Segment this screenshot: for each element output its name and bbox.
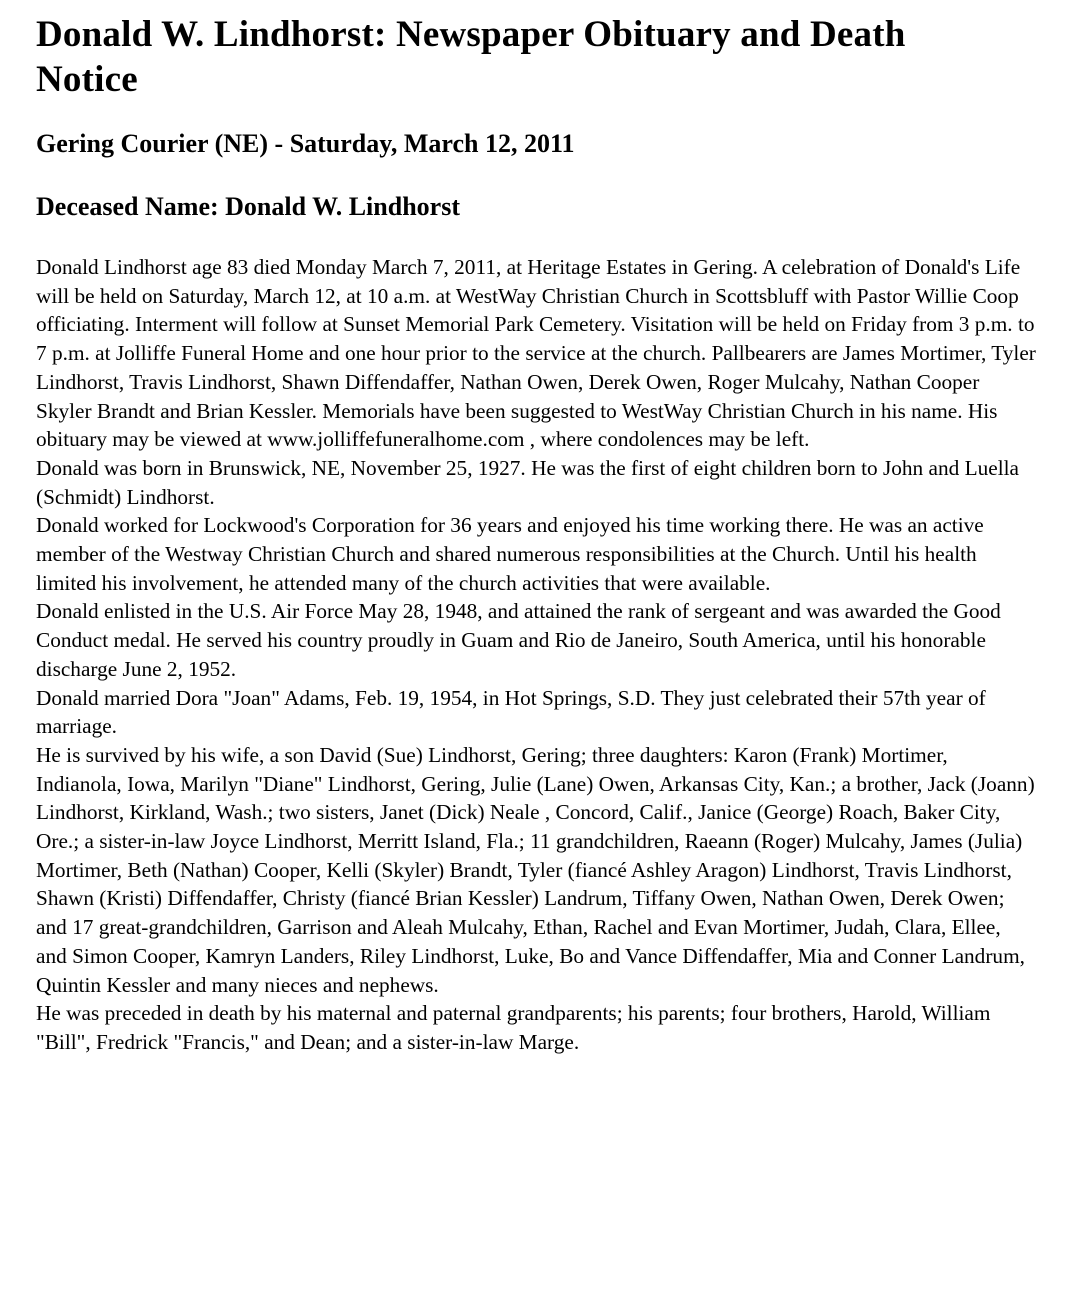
- page-title: Donald W. Lindhorst: Newspaper Obituary and Death Notice: [36, 14, 906, 100]
- obituary-paragraph-5: Donald married Dora "Joan" Adams, Feb. 19, 1954, in Hot Springs, S.D. They just celebrated their 57th year of marriage.: [36, 685, 986, 739]
- obituary-paragraph-2: Donald was born in Brunswick, NE, November 25, 1927. He was the first of eight children born to John and Luella (Schmidt) Lindhorst.: [36, 455, 1020, 509]
- obituary-paragraph-1: Donald Lindhorst age 83 died Monday March 7, 2011, at Heritage Estates in Gering. A celebration of Donald's Life will be held on Saturday, March 12, at 10 a.m. at WestWay Christian Church in Scottsbluff with Pastor Willie Coop officiating. Interment will follow at Sunset Memorial Park Cemetery. Visitation will be held on Friday from 3 p.m. to 7 p.m. at Jolliffe Funeral Home and one hour prior to the service at the church. Pallbearers are James Mortimer, Tyler Lindhorst, Travis Lindhorst, Shawn Diffendaffer, Nathan Owen, Derek Owen, Roger Mulcahy, Nathan Cooper Skyler Brandt and Brian Kessler. Memorials have been suggested to WestWay Christian Church in his name. His obituary may be viewed at www.jolliffefuneralhome.com , where condolences may be left.: [36, 255, 1036, 452]
- obituary-paragraph-6: He is survived by his wife, a son David (Sue) Lindhorst, Gering; three daughters: Karon (Frank) Mortimer, Indianola, Iowa, Marilyn "Diane" Lindhorst, Gering, Julie (Lane) Owen, Arkansas City, Kan.; a brother, Jack (Joann) Lindhorst, Kirkland, Wash.; two sisters, Janet (Dick) Neale , Concord, Calif., Janice (George) Roach, Baker City, Ore.; a sister-in-law Joyce Lindhorst, Merritt Island, Fla.; 11 grandchildren, Raeann (Roger) Mulcahy, James (Julia) Mortimer, Beth (Nathan) Cooper, Kelli (Skyler) Brandt, Tyler (fiancé Ashley Aragon) Lindhorst, Travis Lindhorst, Shawn (Kristi) Diffendaffer, Christy (fiancé Brian Kessler) Landrum, Tiffany Owen, Nathan Owen, Derek Owen; and 17 great-grandchildren, Garrison and Aleah Mulcahy, Ethan, Rachel and Evan Mortimer, Judah, Clara, Ellee, and Simon Cooper, Kamryn Landers, Riley Lindhorst, Luke, Bo and Vance Diffendaffer, Mia and Conner Landrum, Quintin Kessler and many nieces and nephews.: [36, 742, 1035, 997]
- obituary-text: [36, 253, 1036, 1057]
- obituary-paragraph-3: Donald worked for Lockwood's Corporation for 36 years and enjoyed his time working there. He was an active member of the Westway Christian Church and shared numerous responsibilities at the Church. Until his health limited his involvement, he attended many of the church activities that were available.: [36, 513, 984, 595]
- deceased-name-line: Deceased Name: Donald W. Lindhorst: [36, 192, 460, 221]
- obituary-paragraph-7: He was preceded in death by his maternal and paternal grandparents; his parents; four brothers, Harold, William "Bill", Fredrick "Francis," and Dean; and a sister-in-law Marge.: [36, 1001, 991, 1054]
- document-body: [36, 12, 1036, 1057]
- obituary-paragraph-4: Donald enlisted in the U.S. Air Force May 28, 1948, and attained the rank of sergeant and was awarded the Good Conduct medal. He served his country proudly in Guam and Rio de Janeiro, South America, until his honorable discharge June 2, 1952.: [36, 599, 1001, 681]
- source-line: Gering Courier (NE) - Saturday, March 12, 2011: [36, 129, 575, 158]
